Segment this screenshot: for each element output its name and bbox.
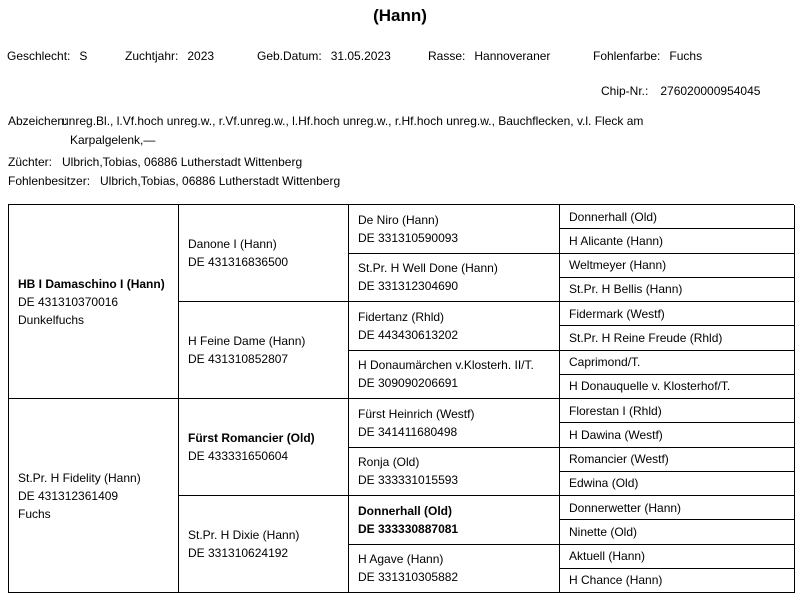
horse-name: H Feine Dame (Hann): [188, 334, 306, 348]
field-value: 2023: [187, 49, 215, 63]
pedigree-cell-gen4: [560, 326, 795, 350]
pedigree-cell-gen3: [349, 496, 560, 545]
pedigree-cell-gen4: [560, 351, 795, 375]
pedigree-cell-gen4: [560, 472, 795, 496]
field-chip-nr: [601, 84, 760, 98]
abzeichen-line2: Karpalgelenk,—: [70, 133, 156, 147]
horse-name: Ronja (Old): [358, 455, 420, 470]
field-label: Geschlecht:: [7, 49, 71, 63]
pedigree-cell-gen4: [560, 448, 795, 472]
horse-name: Romancier (Westf): [569, 452, 669, 467]
abzeichen-label: Abzeichen:: [8, 114, 68, 128]
field-value: 276020000954045: [660, 84, 761, 98]
horse-name: Fürst Romancier (Old): [188, 431, 315, 445]
field-fohlenfarbe: [593, 49, 702, 63]
horse-reg: DE 433331650604: [188, 449, 289, 463]
horse-name: Florestan I (Rhld): [569, 403, 662, 418]
horse-name: Fidertanz (Rhld): [358, 309, 445, 324]
pedigree-cell-gen4: [560, 375, 795, 399]
pedigree-cell-gen4: [560, 229, 795, 253]
horse-reg: DE 331312304690: [358, 279, 459, 294]
horse-name: St.Pr. H Well Done (Hann): [358, 261, 498, 276]
field-rasse: [428, 49, 550, 63]
horse-reg: DE 431310852807: [188, 352, 289, 366]
page-title: (Hann): [373, 6, 427, 25]
field-value: Hannoveraner: [474, 49, 551, 63]
horse-name: Aktuell (Hann): [569, 549, 646, 564]
pedigree-cell-gen3: [349, 448, 560, 497]
pedigree-cell-gen3: [349, 302, 560, 351]
horse-name: H Donaumärchen v.Klosterh. II/T.: [358, 358, 534, 373]
fohlenbesitzer-label: Fohlenbesitzer:: [8, 174, 91, 188]
horse-name: H Agave (Hann): [358, 552, 444, 567]
field-value: 31.05.2023: [330, 49, 391, 63]
pedigree-cell-gen3: [349, 399, 560, 448]
pedigree-cell-gen2: [179, 496, 349, 593]
pedigree-cell-gen2: [179, 302, 349, 399]
fohlenbesitzer-value: Ulbrich,Tobias, 06886 Lutherstadt Wittenberg: [100, 174, 341, 188]
pedigree-cell-gen4: [560, 520, 795, 544]
pedigree-cell-gen2: [179, 399, 349, 496]
pedigree-cell-gen4: [560, 423, 795, 447]
horse-name: H Chance (Hann): [569, 573, 663, 588]
horse-name: Caprimond/T.: [569, 355, 641, 370]
pedigree-cell-gen3: [349, 205, 560, 254]
horse-name: St.Pr. H Bellis (Hann): [569, 282, 683, 297]
pedigree-cell-gen3: [349, 545, 560, 594]
pedigree-cell-gen2: [179, 205, 349, 302]
horse-name: H Alicante (Hann): [569, 233, 664, 248]
field-label: Geb.Datum:: [257, 49, 322, 63]
field-value: Fuchs: [669, 49, 703, 63]
horse-name: De Niro (Hann): [358, 212, 439, 227]
pedigree-cell-gen4: [560, 496, 795, 520]
horse-name: Donnerhall (Old): [358, 503, 452, 518]
horse-name: Ninette (Old): [569, 524, 638, 539]
horse-name: Fidermark (Westf): [569, 306, 665, 321]
horse-reg: DE 309090206691: [358, 376, 459, 391]
pedigree-cell-sire: [9, 205, 179, 399]
horse-name: St.Pr. H Reine Freude (Rhld): [569, 330, 723, 345]
horse-name: St.Pr. H Dixie (Hann): [188, 528, 300, 542]
horse-name: Donnerhall (Old): [569, 209, 658, 224]
horse-name: H Donauquelle v. Klosterhof/T.: [569, 379, 731, 394]
horse-name: Fürst Heinrich (Westf): [358, 406, 475, 421]
pedigree-cell-gen3: [349, 254, 560, 303]
horse-reg: DE 331310590093: [358, 230, 459, 245]
horse-reg: DE 333330887081: [358, 521, 459, 536]
field-value: S: [79, 49, 88, 63]
horse-reg: DE 331310624192: [188, 546, 289, 560]
field-label: Rasse:: [428, 49, 466, 63]
horse-name: St.Pr. H Fidelity (Hann): [18, 470, 141, 485]
pedigree-cell-dam: [9, 399, 179, 593]
pedigree-cell-gen4: [560, 205, 795, 229]
zuechter-label: Züchter:: [8, 155, 53, 169]
pedigree-cell-gen4: [560, 569, 795, 593]
pedigree-table: [8, 204, 794, 593]
field-label: Chip-Nr.:: [601, 84, 649, 98]
field-zuchtjahr: [125, 49, 214, 63]
horse-reg: DE 341411680498: [358, 424, 458, 439]
horse-reg: DE 431316836500: [188, 255, 289, 269]
pedigree-cell-gen3: [349, 351, 560, 400]
horse-color: Fuchs: [18, 506, 51, 521]
horse-reg: DE 333331015593: [358, 473, 459, 488]
horse-reg: DE 331310305882: [358, 570, 459, 585]
pedigree-cell-gen4: [560, 278, 795, 302]
abzeichen-line1: unreg.Bl., l.Vf.hoch unreg.w., r.Vf.unreg.w., l.Hf.hoch unreg.w., r.Hf.hoch unreg.w., Bauchflecken, v.l. Fleck am: [62, 114, 644, 128]
horse-name: Edwina (Old): [569, 476, 639, 491]
field-gebdatum: [257, 49, 391, 63]
field-label: Fohlenfarbe:: [593, 49, 661, 63]
field-geschlecht: [7, 49, 87, 63]
pedigree-cell-gen4: [560, 399, 795, 423]
horse-name: Weltmeyer (Hann): [569, 258, 667, 273]
horse-name: Danone I (Hann): [188, 237, 277, 251]
horse-name: H Dawina (Westf): [569, 427, 663, 442]
horse-reg: DE 431310370016: [18, 294, 119, 309]
horse-reg: DE 431312361409: [18, 488, 119, 503]
pedigree-cell-gen4: [560, 254, 795, 278]
pedigree-cell-gen4: [560, 545, 795, 569]
horse-color: Dunkelfuchs: [18, 312, 85, 327]
zuechter-value: Ulbrich,Tobias, 06886 Lutherstadt Wittenberg: [62, 155, 303, 169]
horse-name: HB I Damaschino I (Hann): [18, 276, 165, 291]
horse-name: Donnerwetter (Hann): [569, 500, 682, 515]
pedigree-cell-gen4: [560, 302, 795, 326]
field-label: Zuchtjahr:: [125, 49, 179, 63]
horse-reg: DE 443430613202: [358, 327, 459, 342]
